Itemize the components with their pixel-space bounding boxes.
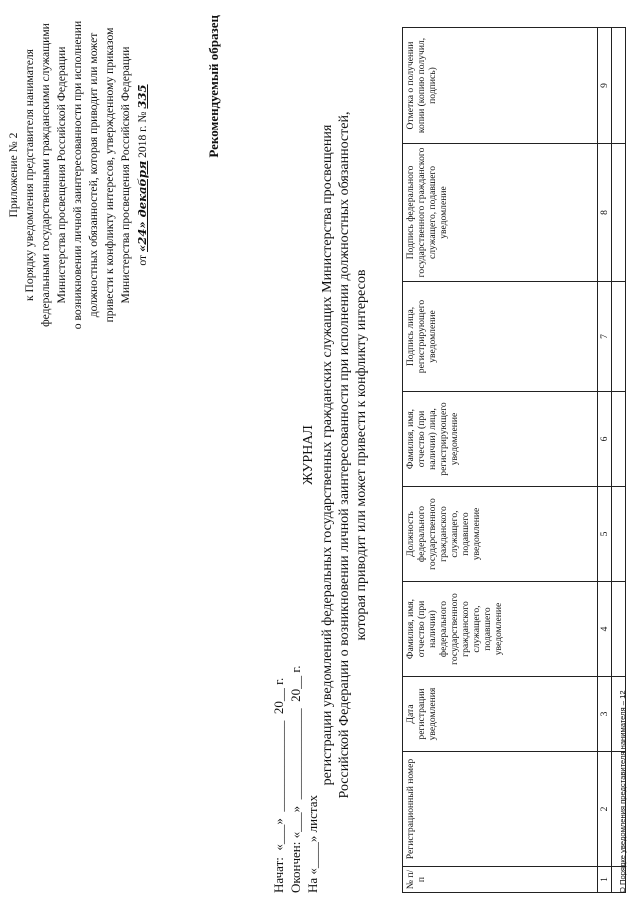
table-header-cell: № п/п — [403, 867, 598, 893]
table-cell — [612, 392, 626, 487]
table-cell — [612, 582, 626, 677]
started-line: Начат: «___» ______________ 20__ г. — [271, 677, 286, 893]
appendix-line: Министерства просвещения Российской Федерации — [55, 46, 68, 304]
journal-title: ЖУРНАЛ — [301, 425, 316, 485]
table-header-cell: Подпись лица, регистрирующего уведомление — [403, 282, 598, 392]
appendix-header — [6, 10, 151, 340]
appendix-line: федеральными государственными гражданскими служащими — [39, 23, 52, 327]
appendix-line: Приложение № 2 — [7, 132, 20, 218]
date-year: 2018 г. № — [136, 111, 149, 158]
page-footer: О Порядке уведомления представителя нанимателя – 12 — [618, 690, 627, 893]
sheets-line: На «____» листах — [305, 795, 320, 893]
table-number-cell: 1 — [598, 867, 612, 893]
table-number-cell: 6 — [598, 392, 612, 487]
table-header-cell: Должность федерального государственного гражданского служащего, подавшего уведомление — [403, 487, 598, 582]
table-header-cell: Дата регистрации уведомления — [403, 677, 598, 752]
table-cell — [612, 487, 626, 582]
table-number-row — [598, 28, 612, 893]
table-cell — [612, 28, 626, 144]
table-header-row — [403, 28, 598, 893]
finished-line: Окончен: «___» ______________ 20__ г. — [288, 665, 303, 893]
table-number-cell: 8 — [598, 144, 612, 282]
appendix-line: к Порядку уведомления представителя нанимателя — [23, 49, 36, 301]
recommended-sample-label: Рекомендуемый образец — [206, 15, 221, 158]
handwritten-number: 335 — [135, 84, 149, 109]
journal-subtitle-line: Российской Федерации о возникновении личной заинтересованности при исполнении должностных обязанностей, — [337, 111, 352, 799]
appendix-line: Министерства просвещения Российской Федерации — [119, 46, 132, 304]
table-cell — [612, 282, 626, 392]
table-number-cell: 2 — [598, 752, 612, 867]
registry-table — [402, 27, 626, 893]
date-prefix: от — [136, 254, 149, 266]
table-cell — [612, 144, 626, 282]
table-header-cell: Отметка о получении копии (копию получил, подпись) — [403, 28, 598, 144]
journal-title-block — [300, 45, 370, 865]
table-number-cell: 7 — [598, 282, 612, 392]
handwritten-date: «24» декабря — [135, 160, 149, 252]
table-header-cell: Фамилия, имя, отчество (при наличии) лица, регистрирующего уведомление — [403, 392, 598, 487]
table-number-cell: 4 — [598, 582, 612, 677]
table-number-cell: 3 — [598, 677, 612, 752]
appendix-line: привести к конфликту интересов, утвержденному приказом — [103, 27, 116, 323]
table-number-cell: 5 — [598, 487, 612, 582]
journal-subtitle-line: которая приводит или может привести к конфликту интересов — [354, 269, 369, 641]
table-header-cell: Подпись федерального государственного гражданского служащего, подавшего уведомление — [403, 144, 598, 282]
table-number-cell: 9 — [598, 28, 612, 144]
table-header-cell: Регистрационный номер — [403, 752, 598, 867]
appendix-line: должностных обязанностей, которая приводит или может — [87, 32, 100, 318]
appendix-line: о возникновении личной заинтересованности при исполнении — [71, 20, 84, 330]
appendix-date-line — [134, 10, 151, 340]
table-header-cell: Фамилия, имя, отчество (при наличии) федерального государственного гражданского служащего, подавшего уведомление — [403, 582, 598, 677]
journal-subtitle-line: регистрации уведомлений федеральных государственных гражданских служащих Министерства просвещения — [320, 124, 335, 786]
